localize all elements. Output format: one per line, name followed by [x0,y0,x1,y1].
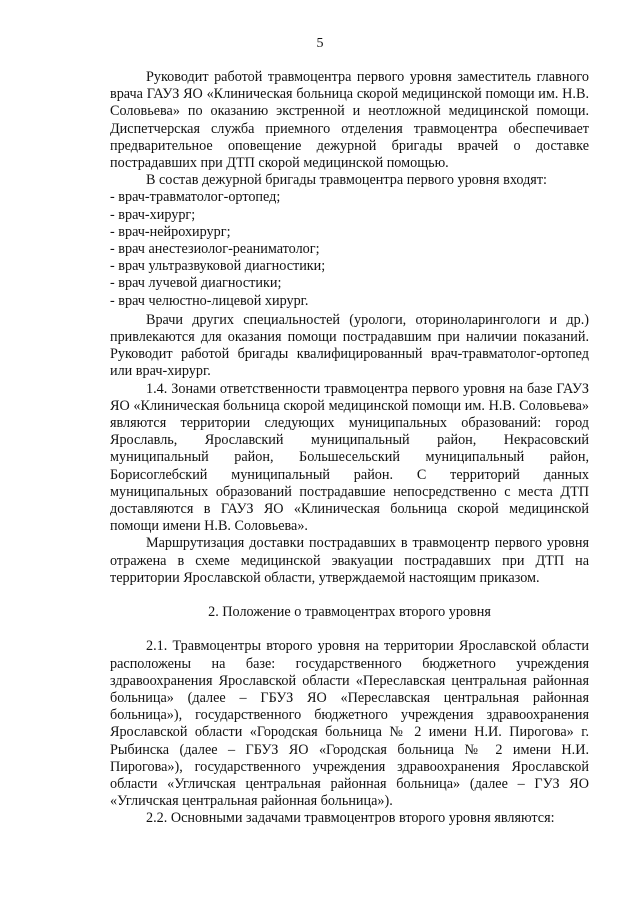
list-item: - врач ультразвуковой диагностики; [110,258,326,275]
paragraph-other-specialists: Врачи других специальностей (урологи, оториноларингологи и др.) привлекаются для оказания помощи пострадавшим при наличии показаний. Руководит работой бригады квалифицированный врач-травматолог-ортопед или врач-хирург. [110,311,589,380]
list-item: - врач-травматолог-ортопед; [110,189,281,206]
team-members-list [110,189,589,309]
paragraph-routing: Маршрутизация доставки пострадавших в травмоцентр первого уровня отражена в схеме медицинской эвакуации пострадавших при ДТП на территории Ярославской области, утверждаемой настоящим приказом. [110,535,589,586]
list-item: - врач-хирург; [110,206,196,223]
paragraph-zones-of-responsibility: 1.4. Зонами ответственности травмоцентра первого уровня на базе ГАУЗ ЯО «Клиническая больница скорой медицинской помощи им. Н.В. Соловьева» являются территории следующих муниципальных образований: город Ярославль, Ярославский муниципальный район, Некрасовский муниципальный район, Большесельский муниципальный район, Борисоглебский муниципальный район. С территорий данных муниципальных образований пострадавшие непосредственно с места ДТП доставляются в ГАУЗ ЯО «Клиническая больница скорой медицинской помощи имени Н.В. Соловьева». [110,380,589,535]
page-number: 5 [316,36,324,51]
list-item: - врач челюстно-лицевой хирург. [110,292,309,309]
paragraph-main-tasks: 2.2. Основными задачами травмоцентров второго уровня являются: [146,810,555,827]
paragraph-head-of-trauma-center: Руководит работой травмоцентра первого уровня заместитель главного врача ГАУЗ ЯО «Клиническая больница скорой медицинской помощи им. Н.В. Соловьева» по оказанию экстренной и неотложной медицинской помощи. Диспетчерская служба приемного отделения травмоцентра обеспечивает предварительное оповещение дежурной бригады врачей о доставке пострадавших при ДТП скорой медицинской помощью. [110,69,589,172]
document-body [110,69,589,828]
list-item: - врач лучевой диагностики; [110,275,282,292]
section-heading: 2. Положение о травмоцентрах второго уровня [208,604,491,621]
list-item: - врач анестезиолог-реаниматолог; [110,241,320,258]
list-item: - врач-нейрохирург; [110,223,231,240]
paragraph-team-composition-intro: В состав дежурной бригады травмоцентра первого уровня входят: [146,172,547,189]
paragraph-second-level-centers: 2.1. Травмоцентры второго уровня на территории Ярославской области расположены на базе: государственного бюджетного учреждения здравоохранения Ярославской области «Переславская центральная районная больница» (далее – ГБУЗ ЯО «Переславская центральная районная больница»), государственного бюджетного учреждения здравоохранения Ярославской области «Городская больница № 2 имени Н.И. Пирогова» г. Рыбинска (далее – ГБУЗ ЯО «Городская больница № 2 имени Н.И. Пирогова»), государственного учреждения здравоохранения Ярославской области «Угличская центральная районная больница» (далее – ГУЗ ЯО «Угличская центральная районная больница»). [110,638,589,810]
